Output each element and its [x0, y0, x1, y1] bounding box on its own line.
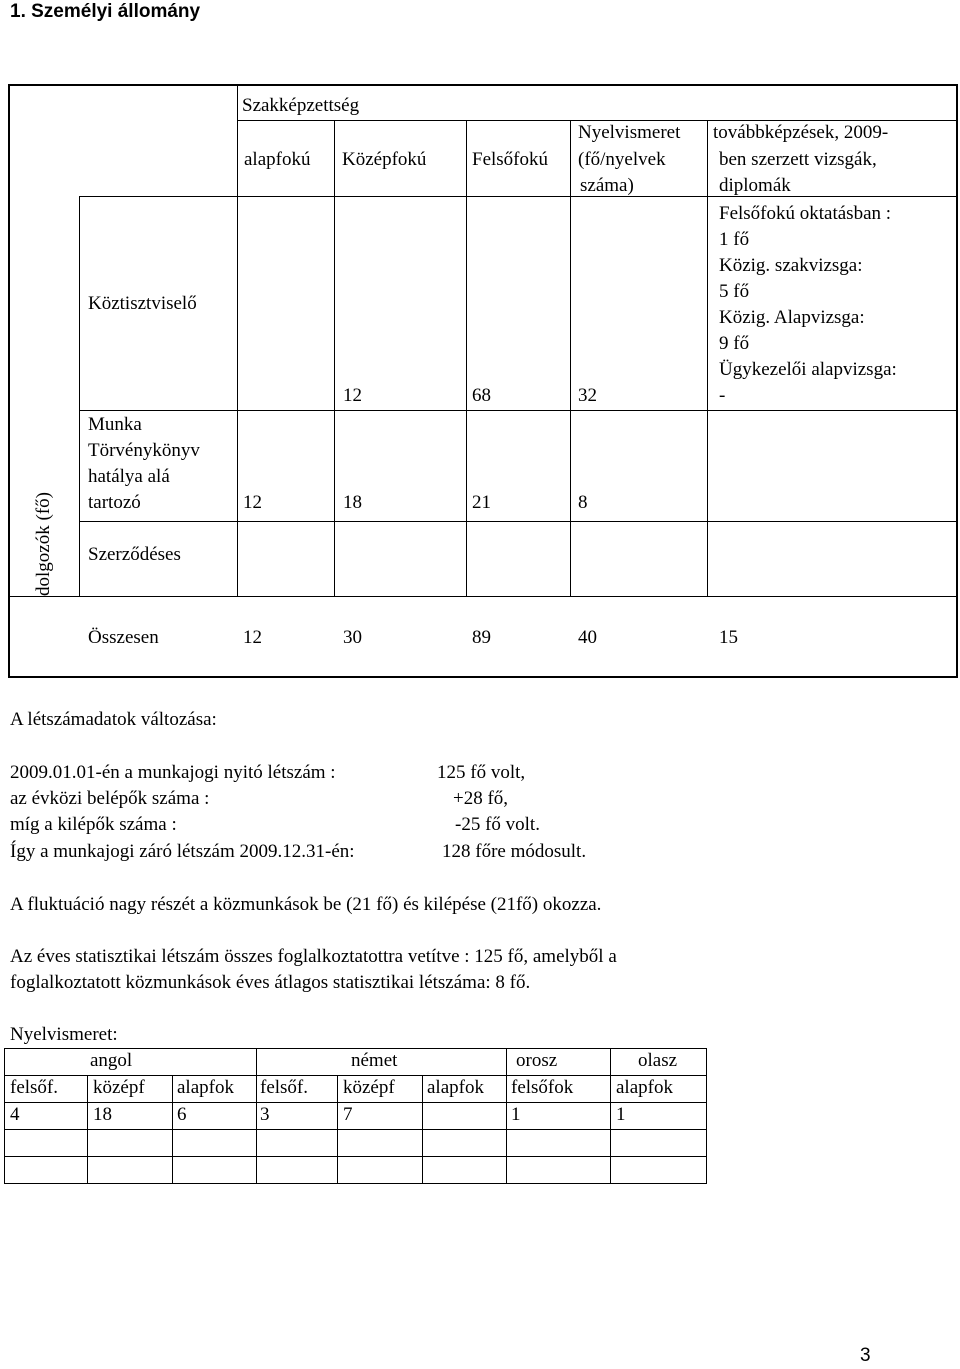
training-header-line: továbbképzések, 2009-: [713, 122, 889, 143]
training-header-line: diplomák: [719, 175, 791, 196]
lang-level: középf: [93, 1077, 145, 1098]
change-line-left: míg a kilépők száma :: [10, 814, 177, 835]
change-line-right: 125 fő volt,: [437, 762, 526, 783]
language-title: Nyelvismeret:: [10, 1024, 118, 1045]
lang-name: olasz: [638, 1050, 678, 1071]
cell-value: 21: [472, 492, 491, 513]
lang-level: alapfok: [177, 1077, 234, 1098]
lang-level: alapfok: [616, 1077, 673, 1098]
training-line: 1 fő: [719, 229, 750, 250]
lang-value: 3: [260, 1104, 270, 1125]
changes-title: A létszámadatok változása:: [10, 709, 217, 730]
training-line: -: [719, 385, 726, 406]
cell-value: 8: [578, 492, 588, 513]
lang-level: felsőf.: [10, 1077, 59, 1098]
cell-value: 12: [243, 492, 262, 513]
lang-header-line: (fő/nyelvek: [578, 149, 666, 170]
qualification-header: Szakképzettség: [242, 95, 360, 116]
lang-value: 7: [343, 1104, 353, 1125]
total-label: Összesen: [88, 627, 159, 648]
lang-name: német: [351, 1050, 398, 1071]
lang-name: angol: [90, 1050, 133, 1071]
lang-value: 1: [511, 1104, 521, 1125]
row-label: Munka: [88, 414, 142, 435]
training-header-line: ben szerzett vizsgák,: [719, 149, 877, 170]
total-value: 15: [719, 627, 738, 648]
change-line-right: -25 fő volt.: [455, 814, 540, 835]
training-line: Ügykezelői alapvizsga:: [719, 359, 897, 380]
lang-header-line: Nyelvismeret: [578, 122, 681, 143]
training-line: Közig. szakvizsga:: [719, 255, 863, 276]
cell-value: 18: [343, 492, 362, 513]
total-value: 40: [578, 627, 597, 648]
lang-value: 1: [616, 1104, 626, 1125]
col-header-higher: Felsőfokú: [472, 149, 548, 170]
statistics-text: Az éves statisztikai létszám összes foglalkoztatottra vetítve : 125 fő, amelyből a: [10, 946, 617, 967]
row-label: Törvénykönyv: [88, 440, 200, 461]
cell-value: 12: [343, 385, 362, 406]
change-line-right: +28 fő,: [453, 788, 509, 809]
total-value: 89: [472, 627, 491, 648]
row-label: hatálya alá: [88, 466, 170, 487]
row-axis-label: dolgozók (fő): [33, 492, 54, 596]
lang-level: felsőfok: [511, 1077, 574, 1098]
lang-header-line: száma): [580, 175, 634, 196]
change-line-left: 2009.01.01-én a munkajogi nyitó létszám :: [10, 762, 336, 783]
training-line: 5 fő: [719, 281, 750, 302]
lang-name: orosz: [516, 1050, 558, 1071]
training-line: Közig. Alapvizsga:: [719, 307, 865, 328]
change-line-left: az évközi belépők száma :: [10, 788, 210, 809]
total-value: 12: [243, 627, 262, 648]
page-number: 3: [860, 1345, 871, 1366]
col-header-basic: alapfokú: [244, 149, 311, 170]
row-label: Köztisztviselő: [88, 293, 197, 314]
statistics-text: foglalkoztatott közmunkások éves átlagos statisztikai létszáma: 8 fő.: [10, 972, 531, 993]
training-line: Felsőfokú oktatásban :: [719, 203, 892, 224]
col-header-intermediate: Középfokú: [342, 149, 427, 170]
cell-value: 68: [472, 385, 491, 406]
change-line-right: 128 főre módosult.: [442, 841, 587, 862]
row-label: tartozó: [88, 492, 141, 513]
total-value: 30: [343, 627, 362, 648]
lang-value: 6: [177, 1104, 187, 1125]
change-line-left: Így a munkajogi záró létszám 2009.12.31-én:: [10, 841, 355, 862]
lang-level: felsőf.: [260, 1077, 309, 1098]
section-heading: 1. Személyi állomány: [10, 1, 201, 22]
lang-value: 4: [10, 1104, 20, 1125]
lang-level: középf: [343, 1077, 395, 1098]
lang-value: 18: [93, 1104, 112, 1125]
cell-value: 32: [578, 385, 597, 406]
row-label: Szerződéses: [88, 544, 181, 565]
lang-level: alapfok: [427, 1077, 484, 1098]
fluctuation-text: A fluktuáció nagy részét a közmunkások be (21 fő) és kilépése (21fő) okozza.: [10, 894, 602, 915]
training-line: 9 fő: [719, 333, 750, 354]
